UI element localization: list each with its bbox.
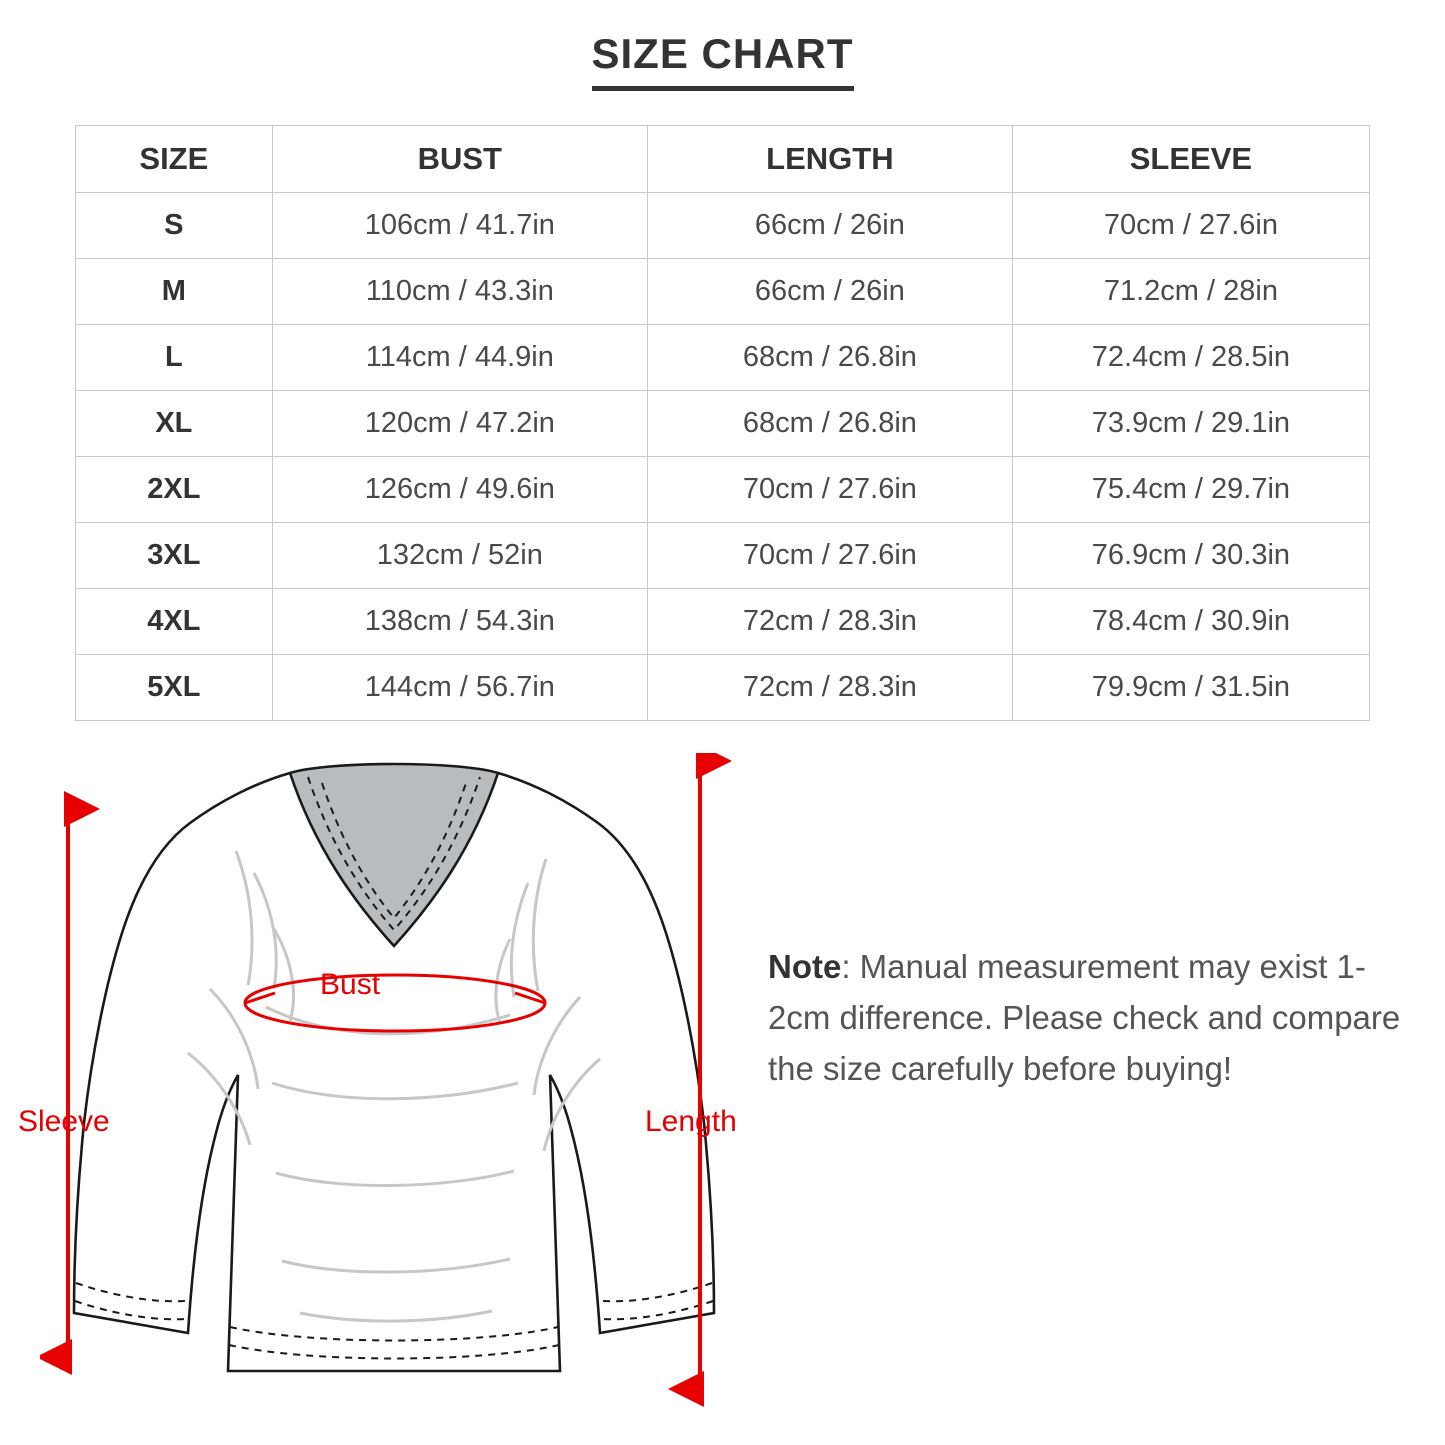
cell-size: 3XL	[76, 523, 273, 589]
cell-length: 72cm / 28.3in	[647, 589, 1012, 655]
table-row	[76, 259, 1370, 325]
cell-sleeve: 75.4cm / 29.7in	[1012, 457, 1369, 523]
cell-bust: 120cm / 47.2in	[272, 391, 647, 457]
size-chart-table-wrapper	[75, 125, 1370, 721]
column-header-length: LENGTH	[647, 126, 1012, 193]
sleeve-label: Sleeve	[18, 1105, 110, 1138]
cell-bust: 144cm / 56.7in	[272, 655, 647, 721]
cell-size: XL	[76, 391, 273, 457]
cell-bust: 138cm / 54.3in	[272, 589, 647, 655]
cell-length: 66cm / 26in	[647, 259, 1012, 325]
column-header-size: SIZE	[76, 126, 273, 193]
cell-length: 68cm / 26.8in	[647, 391, 1012, 457]
cell-size: 5XL	[76, 655, 273, 721]
length-label: Length	[645, 1105, 737, 1138]
cell-sleeve: 79.9cm / 31.5in	[1012, 655, 1369, 721]
cell-length: 70cm / 27.6in	[647, 457, 1012, 523]
tshirt-illustration	[40, 753, 770, 1413]
size-chart-table	[75, 125, 1370, 721]
page-header	[0, 0, 1445, 91]
table-row	[76, 589, 1370, 655]
cell-sleeve: 76.9cm / 30.3in	[1012, 523, 1369, 589]
page-title: SIZE CHART	[592, 30, 854, 91]
cell-length: 66cm / 26in	[647, 193, 1012, 259]
cell-length: 70cm / 27.6in	[647, 523, 1012, 589]
note-prefix: Note	[768, 948, 842, 985]
table-row	[76, 523, 1370, 589]
cell-size: L	[76, 325, 273, 391]
table-row	[76, 391, 1370, 457]
cell-bust: 114cm / 44.9in	[272, 325, 647, 391]
cell-bust: 106cm / 41.7in	[272, 193, 647, 259]
measurement-diagram-section	[0, 753, 1445, 1443]
cell-bust: 132cm / 52in	[272, 523, 647, 589]
cell-sleeve: 70cm / 27.6in	[1012, 193, 1369, 259]
cell-sleeve: 78.4cm / 30.9in	[1012, 589, 1369, 655]
table-header-row	[76, 126, 1370, 193]
table-row	[76, 193, 1370, 259]
cell-length: 72cm / 28.3in	[647, 655, 1012, 721]
table-row	[76, 325, 1370, 391]
note-body: : Manual measurement may exist 1-2cm difference. Please check and compare the size carefully before buying!	[768, 948, 1401, 1088]
cell-sleeve: 73.9cm / 29.1in	[1012, 391, 1369, 457]
cell-bust: 126cm / 49.6in	[272, 457, 647, 523]
cell-length: 68cm / 26.8in	[647, 325, 1012, 391]
column-header-bust: BUST	[272, 126, 647, 193]
column-header-sleeve: SLEEVE	[1012, 126, 1369, 193]
cell-size: M	[76, 259, 273, 325]
cell-size: 2XL	[76, 457, 273, 523]
cell-sleeve: 71.2cm / 28in	[1012, 259, 1369, 325]
table-row	[76, 655, 1370, 721]
cell-size: S	[76, 193, 273, 259]
cell-size: 4XL	[76, 589, 273, 655]
note-text	[768, 941, 1408, 1094]
bust-label: Bust	[320, 968, 381, 1001]
cell-sleeve: 72.4cm / 28.5in	[1012, 325, 1369, 391]
cell-bust: 110cm / 43.3in	[272, 259, 647, 325]
table-row	[76, 457, 1370, 523]
